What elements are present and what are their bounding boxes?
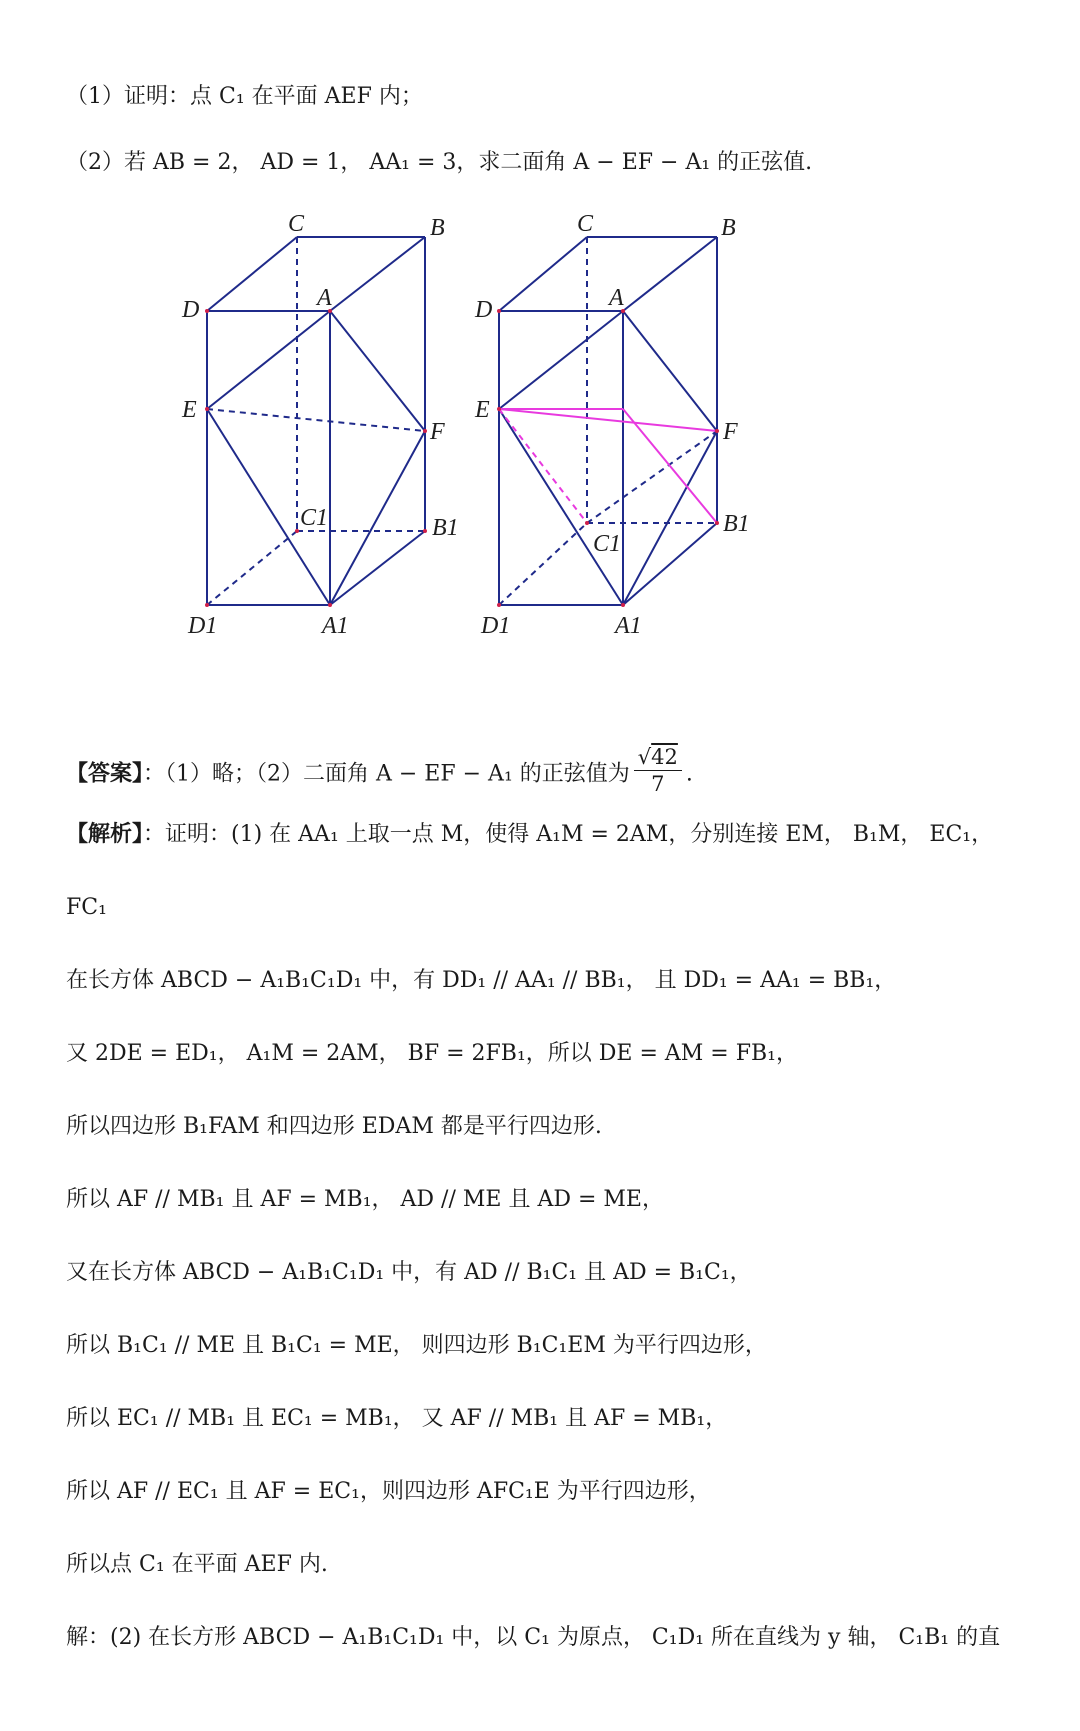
analysis-label: 【解析】 <box>66 822 144 847</box>
label-C1: C1 <box>593 531 622 557</box>
label-D1: D1 <box>481 613 511 639</box>
label-E: E <box>182 397 197 423</box>
label-A: A <box>609 285 624 311</box>
label-A1: A1 <box>322 613 349 639</box>
label-B: B <box>430 215 445 241</box>
analysis-line-1 <box>66 820 1026 850</box>
analysis-line-3: 在长方体 ABCD − A₁B₁C₁D₁ 中，有 DD₁ // AA₁ // BB₁， 且 DD₁ = AA₁ = BB₁， <box>66 968 897 993</box>
answer-fraction <box>634 744 682 797</box>
label-F: F <box>723 419 738 445</box>
analysis-line-2: FC₁ <box>66 895 107 920</box>
question-part1: （1）证明：点 C₁ 在平面 AEF 内； <box>66 84 423 109</box>
analysis-line-6: 所以 AF // MB₁ 且 AF = MB₁， AD // ME 且 AD = ME， <box>66 1187 664 1212</box>
figure-cuboid-left <box>170 205 480 645</box>
label-B1: B1 <box>432 515 459 541</box>
analysis-line-9: 所以 EC₁ // MB₁ 且 EC₁ = MB₁， 又 AF // MB₁ 且 AF = MB₁， <box>66 1406 728 1431</box>
analysis-line-7: 又在长方体 ABCD − A₁B₁C₁D₁ 中，有 AD // B₁C₁ 且 AD = B₁C₁， <box>66 1260 752 1285</box>
label-D: D <box>475 297 493 323</box>
label-A: A <box>317 285 332 311</box>
analysis-text-1: ：证明：(1) 在 AA₁ 上取一点 M，使得 A₁M = 2AM，分别连接 EM， B₁M， EC₁， <box>143 822 994 847</box>
analysis-line-11: 所以点 C₁ 在平面 AEF 内. <box>66 1552 328 1577</box>
label-C: C <box>288 211 305 237</box>
label-E: E <box>475 397 490 423</box>
label-C1: C1 <box>300 505 329 531</box>
label-D1: D1 <box>188 613 218 639</box>
analysis-line-8: 所以 B₁C₁ // ME 且 B₁C₁ = ME， 则四边形 B₁C₁EM 为平行四边形， <box>66 1333 767 1358</box>
question-part2: （2）若 AB = 2， AD = 1， AA₁ = 3，求二面角 A − EF − A₁ 的正弦值. <box>66 150 813 175</box>
answer-frac-num: 42 <box>651 745 678 769</box>
analysis-line-4: 又 2DE = ED₁， A₁M = 2AM， BF = 2FB₁，所以 DE = AM = FB₁， <box>66 1041 798 1066</box>
answer-frac-den: 7 <box>651 772 665 796</box>
answer-line <box>66 745 1026 796</box>
analysis-line-10: 所以 AF // EC₁ 且 AF = EC₁，则四边形 AFC₁E 为平行四边形， <box>66 1479 711 1504</box>
answer-text: ：（1）略；（2）二面角 A − EF − A₁ 的正弦值为 <box>143 761 630 787</box>
answer-end: . <box>685 761 693 787</box>
label-F: F <box>430 419 445 445</box>
label-B: B <box>721 215 736 241</box>
label-B1: B1 <box>723 511 750 537</box>
answer-label: 【答案】 <box>66 761 144 787</box>
analysis-line-12: 解：(2) 在长方形 ABCD − A₁B₁C₁D₁ 中，以 C₁ 为原点， C₁D₁ 所在直线为 y 轴， C₁B₁ 的直 <box>66 1625 1001 1650</box>
label-D: D <box>182 297 200 323</box>
label-C: C <box>577 211 594 237</box>
figure-cuboid-right <box>475 205 795 645</box>
sqrt-sign: √ <box>637 745 652 769</box>
analysis-line-5: 所以四边形 B₁FAM 和四边形 EDAM 都是平行四边形. <box>66 1114 602 1139</box>
label-A1: A1 <box>615 613 642 639</box>
